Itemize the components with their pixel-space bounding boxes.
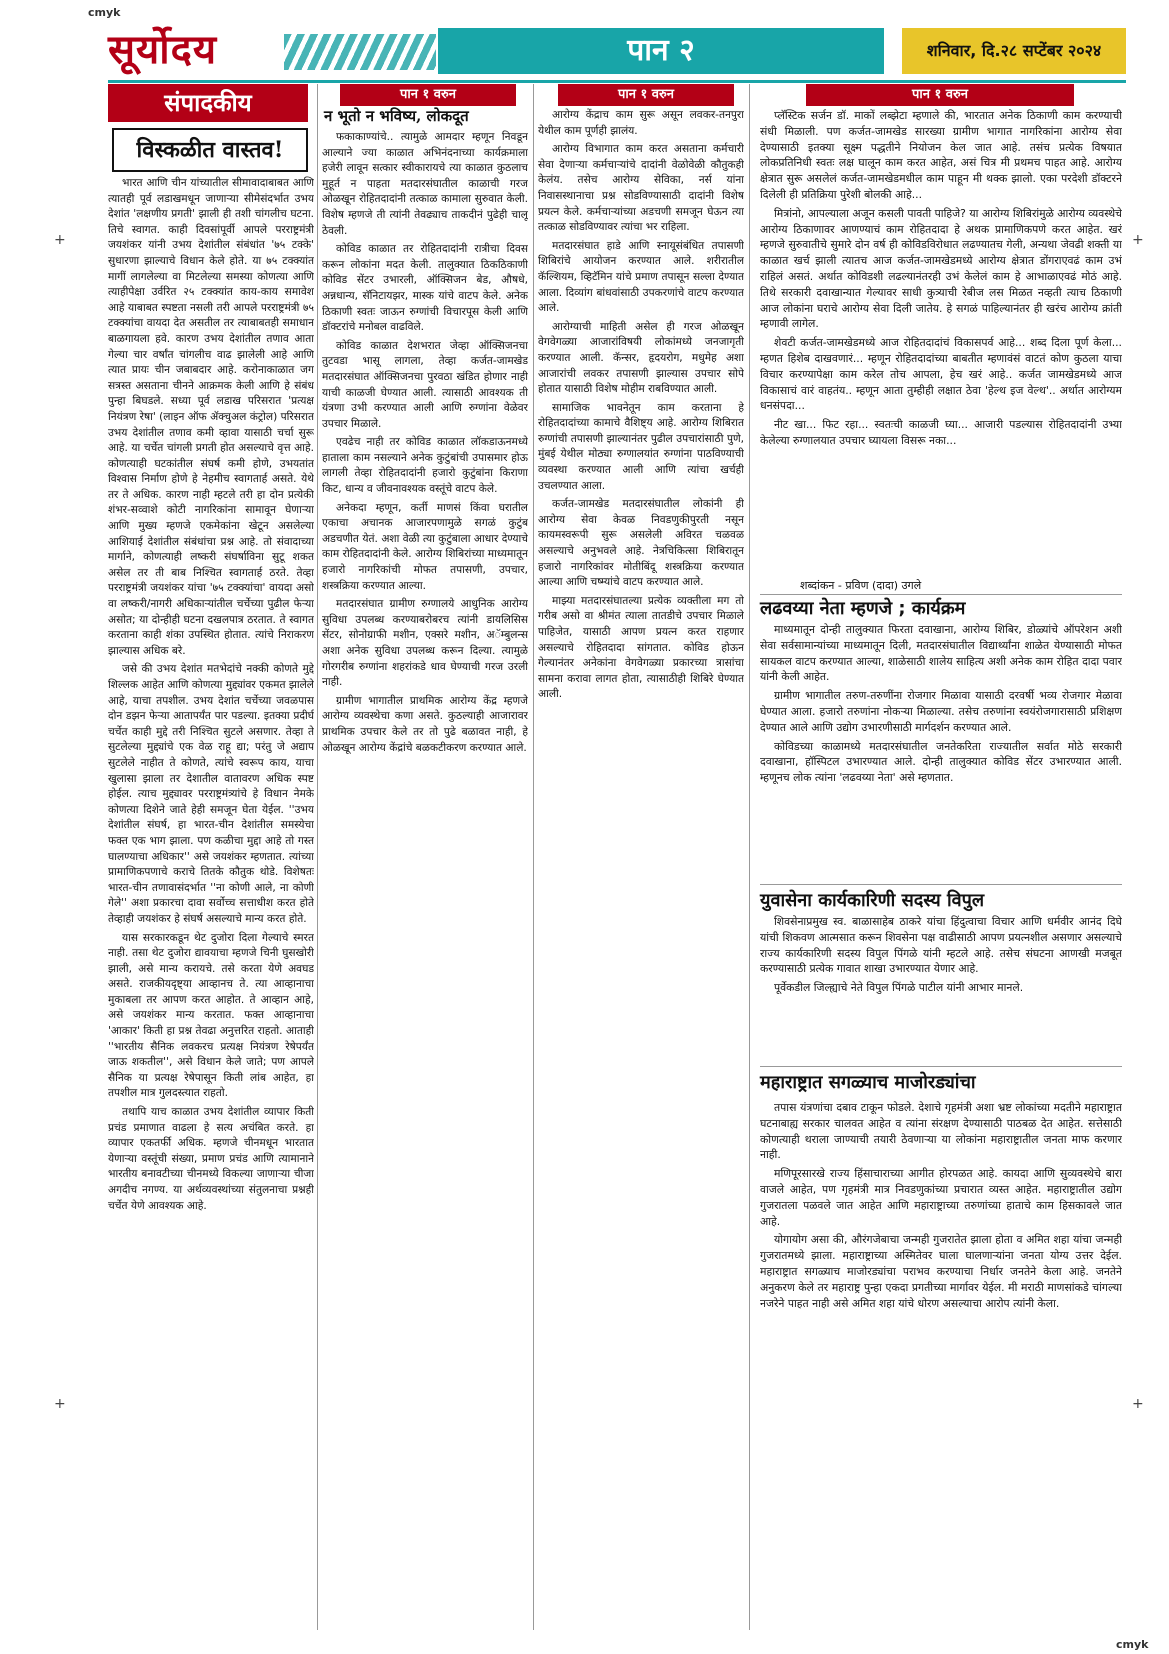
- editorial-headline: विस्कळीत वास्तव!: [112, 128, 308, 172]
- article-paragraph: अनेकदा म्हणून, कर्ती माणसं किंवा घरातील एकाचा अचानक आजारपणामुळे सगळं कुटुंब अडचणीत येतं. अशा वेळी त्या कुटुंबाला आधार देण्याचे काम रोहितदादांनी केले. आरोग्य शिबिरांच्या माध्यमातून हजारो नागरिकांची मोफत तपासणी, उपचार, शस्त्रक्रिया करण्यात आल्या.: [322, 501, 528, 592]
- decorative-stripes: [284, 34, 436, 70]
- continued-label: पान १ वरुन: [558, 84, 734, 106]
- column-divider: [317, 84, 318, 1630]
- article-paragraph: मतदारसंघात ग्रामीण रुग्णालये आधुनिक आरोग्य सुविधा उपलब्ध करण्याबरोबरच त्यांनी डायलिसिस सेंटर, सोनोग्राफी मशीन, एक्सरे मशीन, अॅम्बुलन्स अशा अनेक सुविधा उपलब्ध करून दिल्या. त्यामुळे गोरगरीब रुग्णांना शहरांकडे धाव घेण्याची गरज उरली नाही.: [322, 598, 528, 689]
- article-headline: महाराष्ट्रात सगळ्याच माजोरड्यांचा: [760, 1072, 976, 1093]
- registration-cross-icon: +: [1132, 1396, 1144, 1412]
- article-paragraph: एवढेच नाही तर कोविड काळात लॉकडाऊनमध्ये हाताला काम नसल्याने अनेक कुटुंबांची उपासमार होऊ लागली तेव्हा रोहितदादांनी हजारो कुटुंबांना किराणा किट, धान्य व जीवनावश्यक वस्तूंचे वाटप केले.: [322, 436, 528, 496]
- cmyk-mark-bottom: cmyk: [1116, 1638, 1149, 1651]
- section-rule: [760, 884, 1122, 885]
- article-body: [760, 108, 1122, 574]
- article-paragraph: प्लॅस्टिक सर्जन डॉ. माकों लब्झेटा म्हणाले की, भारतात अनेक ठिकाणी काम करण्याची संधी मिळाली. पण कर्जत-जामखेड सारख्या ग्रामीण भागात नागरिकांना आरोग्य सेवा देण्यासाठी इतक्या सूक्ष्म पद्धतीने नियोजन केल जात आहे. तसंच प्रत्येक विषयात लोकप्रतिनिधी स्वतः लक्ष घालून काम करत आहेत, असं चित्र मी प्रथमच पाहत आहे. आरोग्य क्षेत्रात सुरू असलेलं कर्जत-जामखेडमधील काम पाहून मी थक्क झालो. एका परदेशी डॉक्टरने दिलेली ही प्रतिक्रिया पुरेशी बोलकी आहे...: [760, 109, 1122, 201]
- article-paragraph: फकाकाण्यांचे.. त्यामुळे आमदार म्हणून निवडून आल्याने ज्या काळात अभिनंदनाच्या कार्यक्रमाला हजेरी लावून सत्कार स्वीकारायचे त्या काळात कुठलाच मुहूर्त न पाहता मतदारसंघातील काळाची गरज ओळखून रोहितदादांनी तत्काळ कामाला सुरुवात केली. विशेष म्हणजे ती त्यांनी तेवढ्याच ताकदीनं पुढेही चालू ठेवली.: [322, 131, 528, 237]
- article-body: [538, 108, 744, 1630]
- section-rule: [760, 1066, 1122, 1067]
- continued-label: पान १ वरुन: [806, 84, 1074, 106]
- registration-cross-icon: +: [54, 232, 66, 248]
- header-rule: [108, 80, 1126, 83]
- issue-date: शनिवार, दि.२८ सप्टेंबर २०२४: [902, 28, 1126, 74]
- article-paragraph: नीट खा... फिट रहा... स्वतःची काळजी घ्या... आजारी पडल्यास रोहितदादांनी उभ्या केलेल्या रुग्णालयात उपचार घ्यायला विसरू नका...: [760, 418, 1122, 447]
- brand-logo: सूर्योदय: [108, 26, 218, 73]
- editorial-section-label: संपादकीय: [108, 84, 308, 122]
- cmyk-mark-top: cmyk: [88, 6, 121, 19]
- section-rule: [760, 594, 1122, 595]
- article-paragraph: ग्रामीण भागातील तरुण-तरुणींना रोजगार मिळावा यासाठी दरवर्षी भव्य रोजगार मेळावा घेण्यात आला. हजारो तरुणांना नोकऱ्या मिळाल्या. तसेच तरुणांना स्वयंरोजगारासाठी प्रशिक्षण देण्यात आले आणि उद्योग उभारणीसाठी मार्गदर्शन करण्यात आले.: [760, 689, 1122, 734]
- article-paragraph: माध्यमातून दोन्ही तालुक्यात फिरता दवाखाना, आरोग्य शिबिर, डोळ्यांचे ऑपरेशन अशी सेवा सर्वसामान्यांच्या माध्यमातून दिली, मतदारसंघातील विद्यार्थ्यांना शाळेत येण्यासाठी मोफत सायकल वाटप करण्यात आल्या, शाळेसाठी शालेय साहित्य अशी अनेक काम रोहित दादा पवार यांनी केली आहेत.: [760, 623, 1122, 684]
- editorial-paragraph: जसे की उभय देशांत मतभेदांचे नक्की कोणते मुद्दे शिल्लक आहेत आणि कोणत्या मुद्द्यांवर एकमत झालेले आहे, याचा तपशील. उभय देशांत चर्चेच्या जवळपास दोन डझन फेऱ्या आतापर्यंत पार पडल्या. इतक्या प्रदीर्घ चर्चेत काही मुद्दे तरी निश्चित सुटले असणार. तेव्हा ते सुटलेल्या मुद्द्यांचे एक वेळ राहू द्या; परंतु जे अद्याप सुटलेले नाहीत ते कोणते, त्यांचे स्वरूप काय, याचा खुलासा झाला तर देशातील वातावरण अधिक स्पष्ट होईल. त्याच मुद्द्यावर परराष्ट्रमंत्र्यांचे हे विधान नेमके कोणत्या दिशेने जाते हेही समजून घेता येईल. ''उभय देशांतील संघर्ष, हा भारत-चीन देशांतील समस्येचा फक्त एक भाग झाला. पण कळीचा मुद्दा आहे तो गस्त घालण्याचा अधिकार'' असे जयशंकर म्हणतात. त्यांच्या प्रामाणिकपणाचे कराचे तितके कौतुक थोडे. विशेषतः भारत-चीन तणावासंदर्भात ''ना कोणी आले, ना कोणी गेले'' अशा प्रकारचा दावा सर्वोच्च सत्ताधीश करत होते तेव्हाही जयशंकर हे संघर्ष असल्याचे मान्य करत होते.: [108, 663, 314, 925]
- column-divider: [749, 84, 750, 1630]
- article-paragraph: माझ्या मतदारसंघातल्या प्रत्येक व्यक्तीला मग तो गरीब असो वा श्रीमंत त्याला तातडीचे उपचार मिळाले पाहिजेत, यासाठी आपण प्रयत्न करत राहणार असल्याचे रोहितदादा सांगतात. कोविड होऊन गेल्यानंतर अनेकांना वेगवेगळ्या प्रकारच्या त्रासांचा सामना करावा लागत होता, त्यासाठीही शिबिरे घेण्यात आली.: [538, 594, 744, 701]
- article-paragraph: आरोग्याची माहिती असेल ही गरज ओळखून वेगवेगळ्या आजारांविषयी लोकांमध्ये जनजागृती करण्यात आली. कॅन्सर, हृदयरोग, मधुमेह अशा आजारांची लवकर तपासणी झाल्यास उपचार सोपे होतात यासाठी विशेष मोहीम राबविण्यात आली.: [538, 320, 744, 396]
- article-paragraph: मित्रांनो, आपल्याला अजून कसली पावती पाहिजे? या आरोग्य शिबिरांमुळे आरोग्य व्यवस्थेचे आरोग्य ठिकाणावर आणण्याचं काम रोहितदादा हे अथक प्रामाणिकपणे करत आहेत. खरं म्हणजे सुरुवातीचे सुमारे दोन वर्ष ही कोविडविरोधात लढण्यातच गेली, अन्यथा जेवढी शक्ती या काळात खर्च झाली त्यातच आज कर्जत-जामखेडमध्ये आरोग्य क्षेत्रात डोंगराएवढं काम उभं राहिलं असतं. अर्थात कोविडशी लढल्यानंतरही उभं केलेलं काम हे आभाळाएवढं मोठं आहे. तिथे सरकारी दवाखान्यात गेल्यावर साधी कुत्र्याची रेबीज लस मिळत नव्हती त्याच ठिकाणी आज लोकांना घराचे आरोग्य सेवा दिली जातेय. हे सगळं पाहिल्यानंतर ही खरंच आरोग्य क्रांती म्हणावी लागेल.: [760, 206, 1122, 331]
- article-body: [322, 130, 528, 1630]
- page-title: पान २: [438, 28, 884, 74]
- column-divider: [533, 84, 534, 1630]
- article-paragraph: कोविड काळात देशभरात जेव्हा ऑक्सिजनचा तुटवडा भासू लागला, तेव्हा कर्जत-जामखेड मतदारसंघात ऑक्सिजनचा पुरवठा खंडित होणार नाही याची काळजी घेण्यात आली. त्यासाठी आवश्यक ती यंत्रणा उभी करण्यात आली आणि रुग्णांना वेळेवर उपचार मिळाले.: [322, 339, 528, 430]
- continued-label: पान १ वरुन: [340, 84, 516, 106]
- article-paragraph: सामाजिक भावनेतून काम करताना हे रोहितदादांच्या कामाचे वैशिष्ट्य आहे. आरोग्य शिबिरात रुग्णांची तपासणी झाल्यानंतर पुढील उपचारांसाठी पुणे, मुंबई येथील मोठ्या रुग्णालयांत रुग्णांना पाठविण्याची व्यवस्था करण्यात आली आणि त्यांचा खर्चही उचलण्यात आला.: [538, 401, 744, 492]
- article-body: [760, 622, 1122, 882]
- article-headline: लढवय्या नेता म्हणजे ; कार्यक्रम: [760, 598, 966, 619]
- article-headline: युवासेना कार्यकारिणी सदस्य विपुल: [760, 890, 985, 911]
- registration-cross-icon: +: [54, 1396, 66, 1412]
- registration-cross-icon: +: [1132, 232, 1144, 248]
- article-paragraph: शेवटी कर्जत-जामखेडमध्ये आज रोहितदादांचं विकासपर्व आहे... शब्द दिला पूर्ण केला... म्हणत हिशेब दाखवणारं... म्हणून रोहितदादांच्या बाबतीत म्हणावंसं वाटतं कोण कुठला याचा विचार करण्यापेक्षा काम करेल तोच आपला, हेच खरं आहे.. कर्जत जामखेडमध्ये आज विकासाचं वारं वाहतंय.. म्हणून आता तुम्हीही लक्षात ठेवा 'हेल्थ इज वेल्थ'.. अर्थात आरोग्यम धनसंपदा...: [760, 336, 1122, 413]
- article-paragraph: आरोग्य विभागात काम करत असताना कर्मचारी सेवा देणाऱ्या कर्मचाऱ्यांचे दादांनी वेळोवेळी कौतुकही केलंय. तसेच आरोग्य सेविका, नर्स यांना निवासस्थानाचा प्रश्न सोडविण्यासाठी दादांनी विशेष प्रयत्न केले. कर्मचाऱ्यांच्या अडचणी समजून घेऊन त्या तत्काळ सोडविण्यावर त्यांचा भर राहिला.: [538, 143, 744, 234]
- byline: शब्दांकन - प्रविण (दादा) उगले: [800, 579, 922, 592]
- article-paragraph: कोविड काळात तर रोहितदादांनी रात्रीचा दिवस करून लोकांना मदत केली. तालुक्यात ठिकठिकाणी कोविड सेंटर उभारली, ऑक्सिजन बेड, औषधे, अन्नधान्य, सॅनिटायझर, मास्क यांचे वाटप केले. अनेक ठिकाणी स्वतः जाऊन रुग्णांची विचारपूस केली आणि डॉक्टरांचे मनोबल वाढविले.: [322, 243, 528, 334]
- editorial-paragraph: तथापि याच काळात उभय देशांतील व्यापार किती प्रचंड प्रमाणात वाढला हे सत्य अचंबित करते. हा व्यापार एकतर्फी अधिक. म्हणजे चीनमधून भारतात येणाऱ्या वस्तूंची संख्या, प्रमाण प्रचंड आणि त्यामानाने भारतीय बनावटीच्या चीनमध्ये विकल्या जाणाऱ्या चीजा अगदीच नगण्य. या अर्थव्यवस्थांच्या संतुलनाचा प्रश्नही चर्चेत येणे आवश्यक आहे.: [108, 1106, 314, 1212]
- article-paragraph: तपास यंत्रणांचा दबाव टाकून फोडले. देशाचे गृहमंत्री अशा भ्रष्ट लोकांच्या मदतीने महाराष्ट्रात घटनाबाह्य सरकार चालवत आहेत व त्यांना संरक्षण देण्यासाठी पाठबळ देत आहेत. सत्तेसाठी कोणत्याही थराला जाण्याची तयारी ठेवणाऱ्या या लोकांना महाराष्ट्रातील जनता माफ करणार नाही.: [760, 1101, 1122, 1162]
- editorial-paragraph: यास सरकारकडून थेट दुजोरा दिला गेल्याचे स्मरत नाही. तसा थेट दुजोरा द्यावयाचा म्हणजे चिनी घुसखोरी झाली, असे मान्य करायचे. तसे करता येणे अवघड असते. राजकीयदृष्ट्या आव्हानच ते. त्या आव्हानाचा मुकाबला तर आपण करत आहोत. ते आव्हान आहे, असे जयशंकर मान्य करतात. फक्त आव्हानाचा 'आकार' किती हा प्रश्न तेवढा अनुत्तरित राहतो. आताही ''भारतीय सैनिक लवकरच प्रत्यक्ष नियंत्रण रेषेपर्यंत जाऊ शकतील'', असे विधान केले जाते; पण आपले सैनिक या प्रत्यक्ष रेषेपासून किती लांब आहेत, हा तपशील मात्र गुलदस्त्यात राहतो.: [108, 931, 314, 1100]
- article-paragraph: मतदारसंघात हाडे आणि स्नायूसंबंधित तपासणी शिबिरांचे आयोजन करण्यात आले. शरीरातील कॅल्शियम, व्हिटॅमिन यांचे प्रमाण तपासून सल्ला देण्यात आला. दिव्यांग बांधवांसाठी उपकरणांचे वाटप करण्यात आले.: [538, 239, 744, 315]
- article-body: [760, 914, 1122, 1064]
- article-paragraph: पूर्वेकडील जिल्ह्याचे नेते विपुल पिंगळे पाटील यांनी आभार मानले.: [774, 981, 1024, 995]
- article-paragraph: कोविडच्या काळामध्ये मतदारसंघातील जनतेकरिता राज्यातील सर्वात मोठे सरकारी दवाखाना, हॉस्पिटल उभारण्यात आले. दोन्ही तालुक्यात कोविड सेंटर उभारण्यात आली. म्हणूनच लोक त्यांना 'लढवय्या नेता' असे म्हणतात.: [760, 739, 1122, 785]
- article-paragraph: आरोग्य केंद्राच काम सुरू असून लवकर-तनपुरा येथील काम पूर्णही झालंय.: [538, 109, 744, 137]
- article-paragraph: कर्जत-जामखेड मतदारसंघातील लोकांनी ही आरोग्य सेवा केवळ निवडणुकीपुरती नसून कायमस्वरूपी सुरू असलेली अविरत चळवळ असल्याचे अनुभवले आहे. नेत्रचिकित्सा शिबिरातून हजारो नागरिकांवर मोतीबिंदू शस्त्रक्रिया करण्यात आल्या आणि चष्म्यांचे वाटप करण्यात आले.: [538, 498, 744, 589]
- article-paragraph: शिवसेनाप्रमुख स्व. बाळासाहेब ठाकरे यांचा हिंदुत्वाचा विचार आणि धर्मवीर आनंद दिघे यांची शिकवण आत्मसात करून शिवसेना पक्ष वाढीसाठी आपण प्रयत्नशील असणार असल्याचे राज्य कार्यकारिणी सदस्य विपुल पिंगळे यांनी म्हटले आहे. तसेच संघटना आणखी मजबूत करण्यासाठी प्रत्येक गावात शाखा उभारण्यात येणार आहे.: [760, 915, 1122, 976]
- editorial-paragraph: भारत आणि चीन यांच्यातील सीमावादाबाबत आणि त्यातही पूर्व लडाखमधून जाणाऱ्या सीमेसंदर्भात उभय देशांत 'लक्षणीय प्रगती' झाली ही तशी चांगलीच घटना. तिचे स्वागत. काही दिवसांपूर्वी आपले परराष्ट्रमंत्री जयशंकर यांनी उभय देशांतील संबंधांत '७५ टक्के' सुधारणा झाल्याचे विधान केले होते. या ७५ टक्क्यांत मागीं लागलेल्या वा मिटलेल्या समस्या कोणत्या आणि त्याहीपेक्षा उर्वरित २५ टक्क्यांत काय-काय समावेश आहे याबाबत स्पष्टता नसली तरी आपले परराष्ट्रमंत्री ७५ टक्क्यांचा वायदा देत असतील तर त्याबाबतही समाधान बाळगायला हवे. कारण उभय देशांतील तणाव आता गेल्या चार वर्षांत चांगलीच वाढ झालेली आहे आणि त्यात प्रायः चीन जबाबदार आहे. करोनाकाळात जग सत्रस्त असताना चीनने आक्रमक केली आणि हे संबंध पुन्हा बिघडले. सध्या पूर्व लडाख परिसरात 'प्रत्यक्ष नियंत्रण रेषा' (लाइन ऑफ ॲक्चुअल कंट्रोल) परिसरात उभय देशांतील तणाव कमी व्हावा यासाठी चर्चा सुरू आहे. या चर्चेत चांगली प्रगती होत असल्याचे वृत्त आहे. कोणत्याही घटकांतील संघर्ष कमी होणे, उभयतांत विश्वास निर्माण होणे हे नेहमीच स्वागतार्ह असते. येथे तर ते अधिक. कारण नाही म्हटले तरी हा दोन प्रत्येकी शंभर-सव्वाशे कोटी नागरिकांना सामावून घेणाऱ्या आणि मुख्य म्हणजे एकमेकांना खेटून असलेल्या आशियाई देशांतील संबंधांचा प्रश्न आहे. तो संवादाच्या मार्गाने, कोणत्याही लष्करी संघर्षाविना सुटू शकत असेल तर ती बाब निश्चित स्वागतार्ह ठरते. तेव्हा परराष्ट्रमंत्री जयशंकर यांचा '७५ टक्क्यांचा' वायदा असो वा लष्करी/नागरी अधिकाऱ्यांतील चर्चेच्या पुढील फेऱ्या असोत; या दोन्हीही घटना दखलपात्र ठरतात. ते स्वागत करताना काही शंका उपस्थित होतात. त्यांचे निराकरण झाल्यास अधिक बरे.: [108, 177, 314, 657]
- editorial-body: [108, 176, 314, 1628]
- masthead: [108, 22, 1126, 78]
- article-headline: न भूतो न भविष्य, लोकदूत: [324, 107, 469, 125]
- article-body: [760, 1100, 1122, 1630]
- article-paragraph: योगायोग असा की, औरंगजेबाचा जन्मही गुजरातेत झाला होता व अमित शहा यांचा जन्मही गुजरातमध्ये झाला. महाराष्ट्राच्या अस्मितेवर घाला घालणाऱ्यांना जनता योग्य उत्तर देईल. महाराष्ट्रात सगळ्याच माजोरड्यांचा पराभव करण्याचा निर्धार जनतेने केला आहे. जनतेने अनुकरण केले तर महाराष्ट्र पुन्हा एकदा प्रगतीच्या मार्गावर येईल. मी मराठी माणसांकडे चांगल्या नजरेने पाहत नाही असे अमित शहा यांचे धोरण असल्याचा आरोप त्यांनी केला.: [760, 1233, 1122, 1310]
- article-paragraph: ग्रामीण भागातील प्राथमिक आरोग्य केंद्र म्हणजे आरोग्य व्यवस्थेचा कणा असते. कुठल्याही आजारावर प्राथमिक उपचार केले तर तो पुढे बळावत नाही, हे ओळखून आरोग्य केंद्रांचे बळकटीकरण करण्यात आले.: [322, 694, 528, 754]
- article-paragraph: मणिपूरसारखे राज्य हिंसाचाराच्या आगीत होरपळत आहे. कायदा आणि सुव्यवस्थेचे बारा वाजले आहेत, पण गृहमंत्री मात्र निवडणुकांच्या प्रचारात व्यस्त आहेत. महाराष्ट्रातील उद्योग गुजरातला पळवले जात आहेत आणि महाराष्ट्राच्या तरुणांच्या हाताचे काम हिसकावले जात आहे.: [760, 1167, 1122, 1228]
